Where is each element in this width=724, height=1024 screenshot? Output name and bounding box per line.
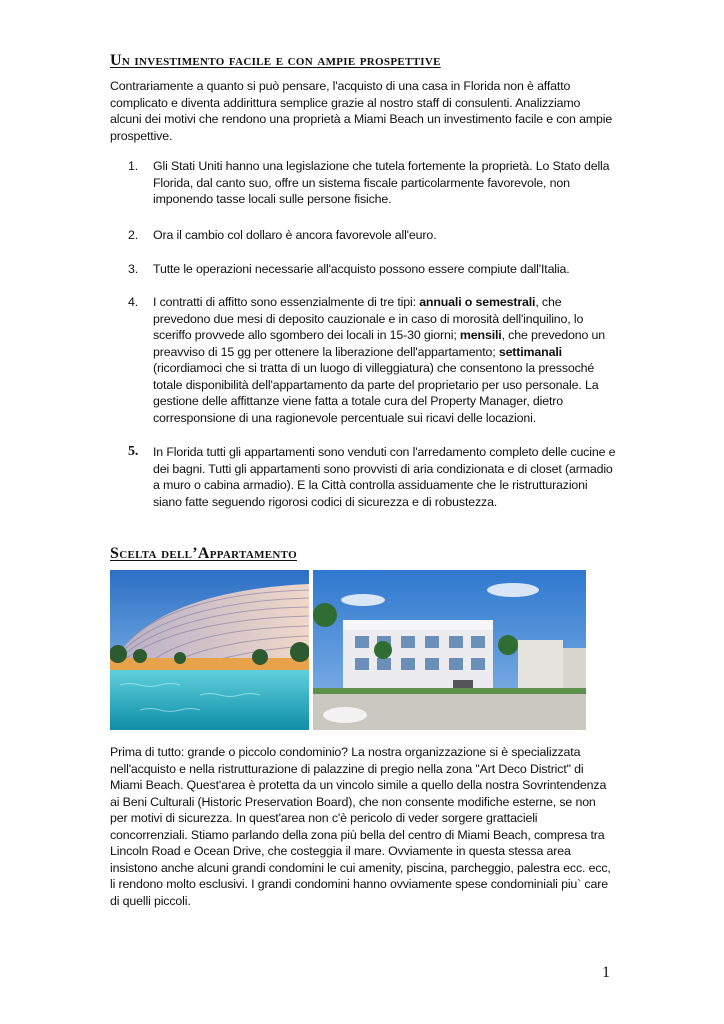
- list-item: [128, 294, 616, 426]
- art-deco-building-photo: [313, 570, 586, 730]
- body-paragraph: Prima di tutto: grande o piccolo condominio? La nostra organizzazione si è specializzata nell'acquisto e nella ristrutturazione di palazzine di pregio nella zona "Art Deco District" di Miami Beach. Quest'area è protetta da un vincolo simile a quello della nostra Sovrintendenza ai Beni Culturali (Historic Preservation Board), che non consente modifiche esterne, se non per motivi di sicurezza. In quest'area non c'è pericolo di veder sorgere grattacieli concorrenziali. Stiamo parlando della zona più bella del centro di Miami Beach, compresa tra Lincoln Road e Ocean Drive, che costeggia il mare. Ovviamente in questa stessa area insistono anche alcuni grandi condomini le cui amenity, piscina, parcheggio, palestra ecc. ecc, li rendono molto esclusivi. I grandi condomini hanno ovviamente spese condominiali piu` care di quelli piccoli.: [110, 745, 611, 908]
- list-item-text: Gli Stati Uniti hanno una legislazione che tutela fortemente la proprietà. Lo Stato della Florida, dal canto suo, offre un sistema fiscale particolarmente favorevole, non imponendo tasse locali sulle persone fisiche.: [153, 159, 610, 206]
- list-number: 4.: [128, 295, 139, 309]
- hotel-pool-photo: [110, 570, 309, 730]
- bold-term-mensili: mensili: [459, 328, 502, 342]
- list-item-text: Tutte le operazioni necessarie all'acquisto possono essere compiute dall'Italia.: [153, 262, 570, 276]
- list-number: 3.: [128, 262, 139, 276]
- intro-paragraph: Contrariamente a quanto si può pensare, l'acquisto di una casa in Florida non è affatto complicato e diventa addirittura semplice grazie al nostro staff di consulenti. Analizziamo alcuni dei motivi che rendono una proprietà a Miami Beach un investimento facile e con ampie prospettive.: [110, 79, 613, 143]
- page-number: 1: [602, 964, 610, 981]
- section-heading-investimento: Un investimento facile e con ampie prospettive: [110, 52, 441, 69]
- list-item: [128, 444, 616, 510]
- list-item-text: Ora il cambio col dollaro è ancora favorevole all'euro.: [153, 228, 437, 242]
- list-item: [128, 261, 616, 278]
- list-item-text: In Florida tutti gli appartamenti sono venduti con l'arredamento completo delle cucine e dei bagni. Tutti gli appartamenti sono provvisti di aria condizionata e di closet (armadio a muro o cabina armadio). E la Città controlla assiduamente che le ristrutturazioni siano fatte seguendo rigorosi codici di sicurezza e di robustezza.: [153, 445, 616, 509]
- list-number: 5.: [128, 444, 139, 459]
- list-item: [128, 227, 616, 244]
- list-item: [128, 158, 616, 208]
- bold-term-annuali: annuali o semestrali: [419, 295, 536, 309]
- list-number: 1.: [128, 159, 139, 173]
- bold-term-settimanali: settimanali: [498, 344, 562, 359]
- list-item-text: I contratti di affitto sono essenzialmente di tre tipi: annuali o semestrali, che prevedono due mesi di deposito cauzionale e in caso di morosità dell'inquilino, lo sceriffo provvede allo sgombero dei locali in 15-30 giorni; mensili, che prevedono un preavviso di 15 gg per ottenere la liberazione dell'appartamento; settimanali (ricordiamoci che si tratta di un luogo di villeggiatura) che consentono la pressoché totale disponibilità dell'appartamento da parte del proprietario per uso personale. La gestione delle affittanze viene fatta a totale cura del Property Manager, dietro corresponsione di una ragionevole percentuale sui ricavi delle locazioni.: [153, 295, 605, 425]
- section-heading-appartamento: Scelta dell’Appartamento: [110, 545, 297, 562]
- list-number: 2.: [128, 228, 139, 242]
